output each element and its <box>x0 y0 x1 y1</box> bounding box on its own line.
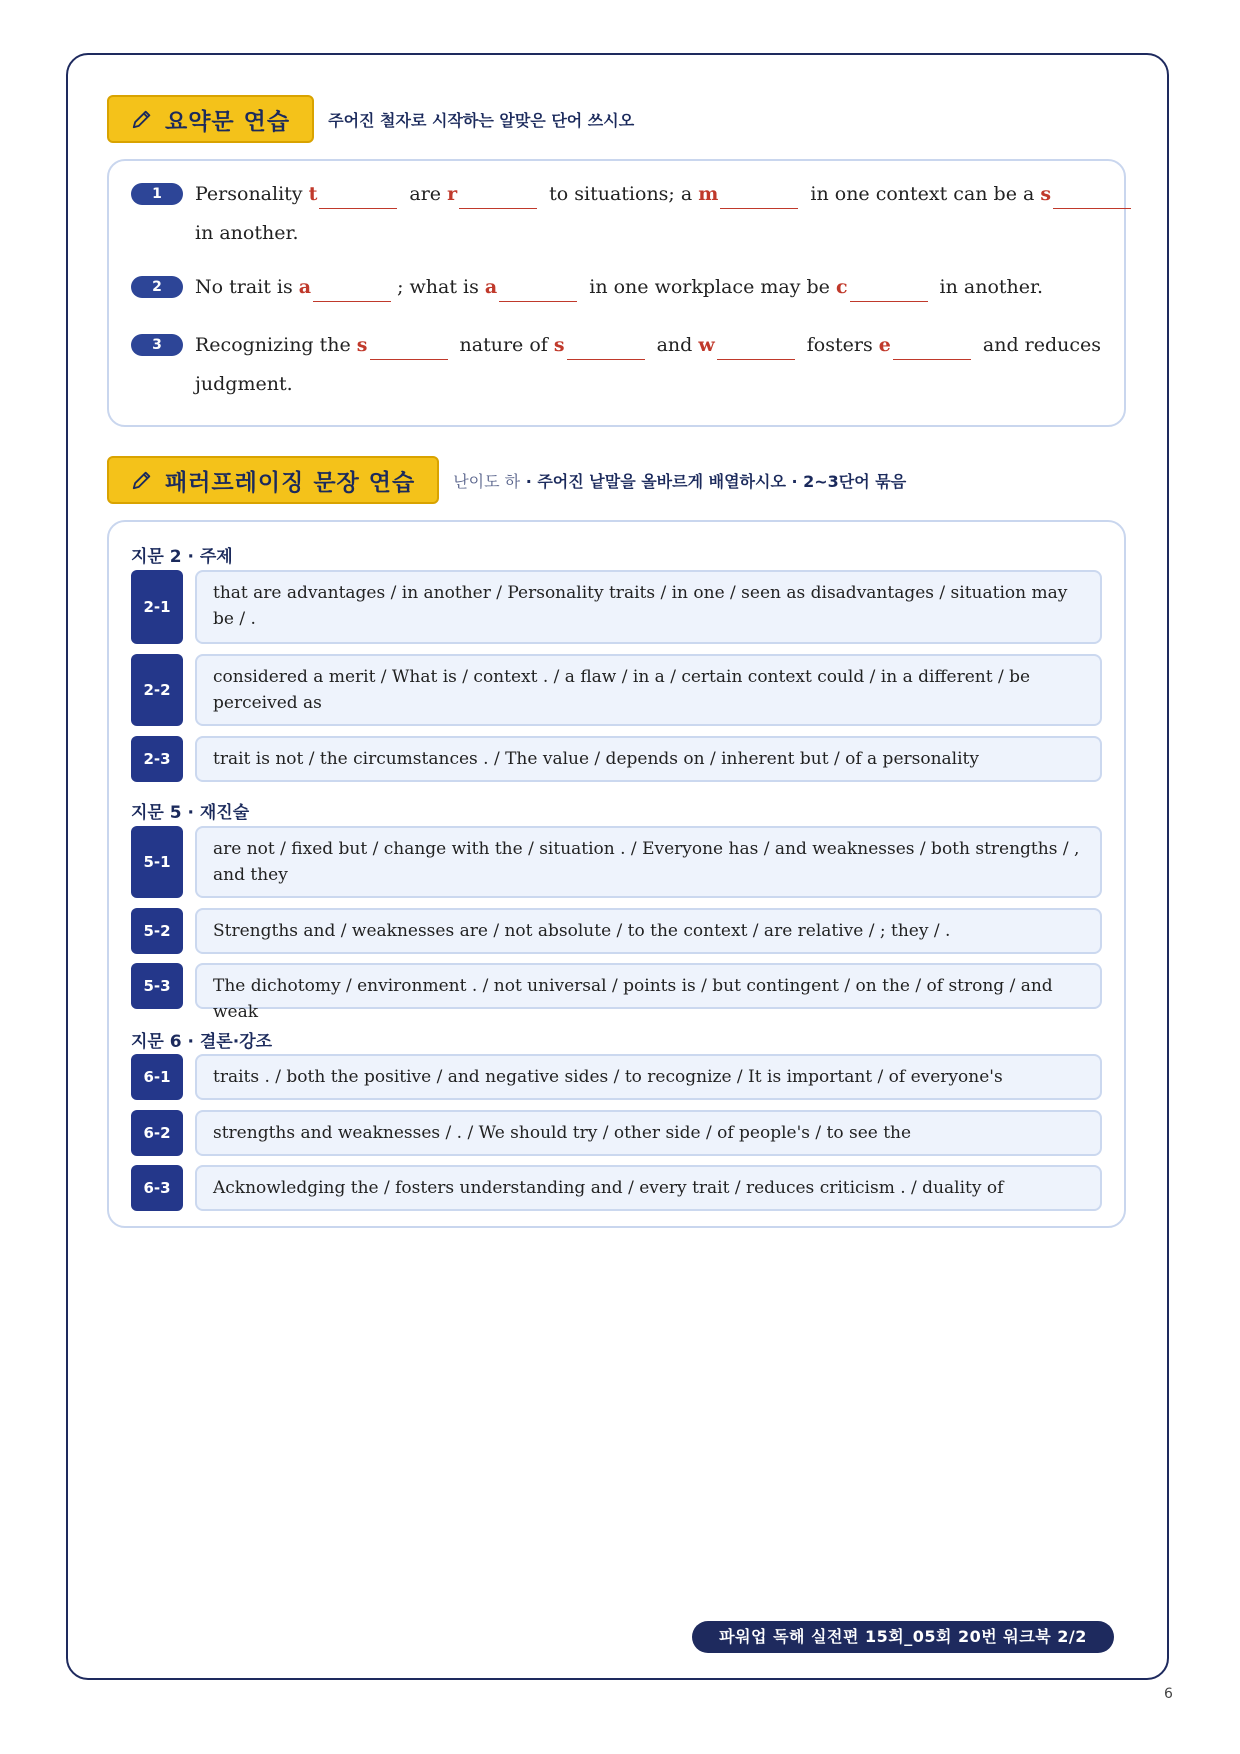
summary-line <box>195 218 299 248</box>
exercise-row <box>131 908 1102 954</box>
exercise-row <box>131 826 1102 898</box>
word-chunk-box: trait is not / the circumstances . / The value / depends on / inherent but / of a personality <box>195 736 1102 782</box>
summary-title: 요약문 연습 <box>165 108 291 135</box>
exercise-row <box>131 736 1102 782</box>
initial-letter: s <box>553 334 565 356</box>
summary-line <box>195 179 1137 209</box>
word-chunk-box: Strengths and / weaknesses are / not absolute / to the context / are relative / ; they / . <box>195 908 1102 954</box>
sentence-text: fosters <box>800 334 879 356</box>
summary-header <box>107 95 634 143</box>
exercise-badge: 6-3 <box>131 1165 183 1211</box>
exercise-badge: 5-3 <box>131 963 183 1009</box>
answer-blank[interactable] <box>459 180 537 209</box>
summary-item-number: 3 <box>131 334 183 356</box>
initial-letter: c <box>835 276 848 298</box>
sentence-text: nature of <box>453 334 554 356</box>
exercise-row <box>131 1054 1102 1100</box>
summary-line <box>195 330 1101 360</box>
answer-blank[interactable] <box>893 331 971 360</box>
word-chunk-box: The dichotomy / environment . / not universal / points is / but contingent / on the / of strong / and weak <box>195 963 1102 1009</box>
exercise-badge: 5-2 <box>131 908 183 954</box>
answer-blank[interactable] <box>499 273 577 302</box>
answer-blank[interactable] <box>313 273 391 302</box>
answer-blank[interactable] <box>370 331 448 360</box>
paraphrase-header <box>107 456 906 504</box>
sentence-text: in one context can be a <box>804 183 1041 205</box>
summary-line <box>195 272 1043 302</box>
summary-title-tag <box>107 95 314 143</box>
paraphrase-title: 패러프레이징 문장 연습 <box>165 469 416 496</box>
summary-panel <box>107 159 1126 427</box>
sentence-text: and <box>650 334 699 356</box>
pencil-icon <box>131 108 153 130</box>
exercise-row <box>131 1165 1102 1211</box>
summary-line <box>195 369 293 399</box>
initial-letter: e <box>878 334 891 356</box>
initial-letter: t <box>308 183 318 205</box>
word-chunk-box: strengths and weaknesses / . / We should try / other side / of people's / to see the <box>195 1110 1102 1156</box>
initial-letter: s <box>1040 183 1052 205</box>
sentence-text: No trait is <box>195 276 299 298</box>
initial-letter: a <box>298 276 312 298</box>
exercise-row <box>131 1110 1102 1156</box>
group-label: 지문 5 · 재진술 <box>131 803 250 823</box>
sentence-text: judgment. <box>195 373 293 395</box>
exercise-row <box>131 963 1102 1022</box>
sentence-text: in one workplace may be <box>583 276 836 298</box>
answer-blank[interactable] <box>567 331 645 360</box>
sentence-text: Personality <box>195 183 309 205</box>
answer-blank[interactable] <box>717 331 795 360</box>
exercise-badge: 5-1 <box>131 826 183 898</box>
word-chunk-box: Acknowledging the / fosters understanding and / every trait / reduces criticism . / duality of <box>195 1165 1102 1211</box>
pencil-icon <box>131 469 153 491</box>
summary-instruction: 주어진 철자로 시작하는 알맞은 단어 쓰시오 <box>328 110 635 130</box>
word-chunk-box: considered a merit / What is / context . / a flaw / in a / certain context could / in a different / be perceived as <box>195 654 1102 726</box>
footer-title-pill: 파워업 독해 실전편 15회_05회 20번 워크북 2/2 <box>692 1621 1114 1653</box>
exercise-badge: 2-3 <box>131 736 183 782</box>
word-chunk-box: that are advantages / in another / Personality traits / in one / seen as disadvantages / situation may be / . <box>195 570 1102 644</box>
initial-letter: r <box>447 183 458 205</box>
sentence-text: in another. <box>933 276 1044 298</box>
difficulty-label: 난이도 하 <box>453 471 521 491</box>
exercise-badge: 6-1 <box>131 1054 183 1100</box>
initial-letter: w <box>698 334 715 356</box>
summary-item-number: 2 <box>131 276 183 298</box>
exercise-row <box>131 654 1102 726</box>
group-label: 지문 2 · 주제 <box>131 547 233 567</box>
initial-letter: m <box>698 183 719 205</box>
sentence-text: to situations; a <box>543 183 699 205</box>
paraphrase-instruction <box>453 469 906 492</box>
exercise-badge: 2-1 <box>131 570 183 644</box>
page-number: 6 <box>1164 1686 1173 1702</box>
answer-blank[interactable] <box>1053 180 1131 209</box>
sentence-text: ; what is <box>397 276 485 298</box>
paraphrase-panel <box>107 520 1126 1228</box>
sentence-text: and reduces <box>976 334 1102 356</box>
paraphrase-instruction-text: · 주어진 낱말을 올바르게 배열하시오 · 2~3단어 묶음 <box>520 471 907 491</box>
exercise-badge: 2-2 <box>131 654 183 726</box>
sentence-text: are <box>403 183 448 205</box>
initial-letter: s <box>356 334 368 356</box>
sentence-text: in another. <box>195 222 299 244</box>
sentence-text: Recognizing the <box>195 334 357 356</box>
exercise-row <box>131 570 1102 644</box>
word-chunk-box: traits . / both the positive / and negative sides / to recognize / It is important / of everyone's <box>195 1054 1102 1100</box>
initial-letter: a <box>484 276 498 298</box>
summary-item-number: 1 <box>131 183 183 205</box>
exercise-badge: 6-2 <box>131 1110 183 1156</box>
answer-blank[interactable] <box>319 180 397 209</box>
answer-blank[interactable] <box>720 180 798 209</box>
group-label: 지문 6 · 결론·강조 <box>131 1032 273 1052</box>
paraphrase-title-tag <box>107 456 439 504</box>
word-chunk-box: are not / fixed but / change with the / situation . / Everyone has / and weaknesses / both strengths / , and they <box>195 826 1102 898</box>
answer-blank[interactable] <box>850 273 928 302</box>
